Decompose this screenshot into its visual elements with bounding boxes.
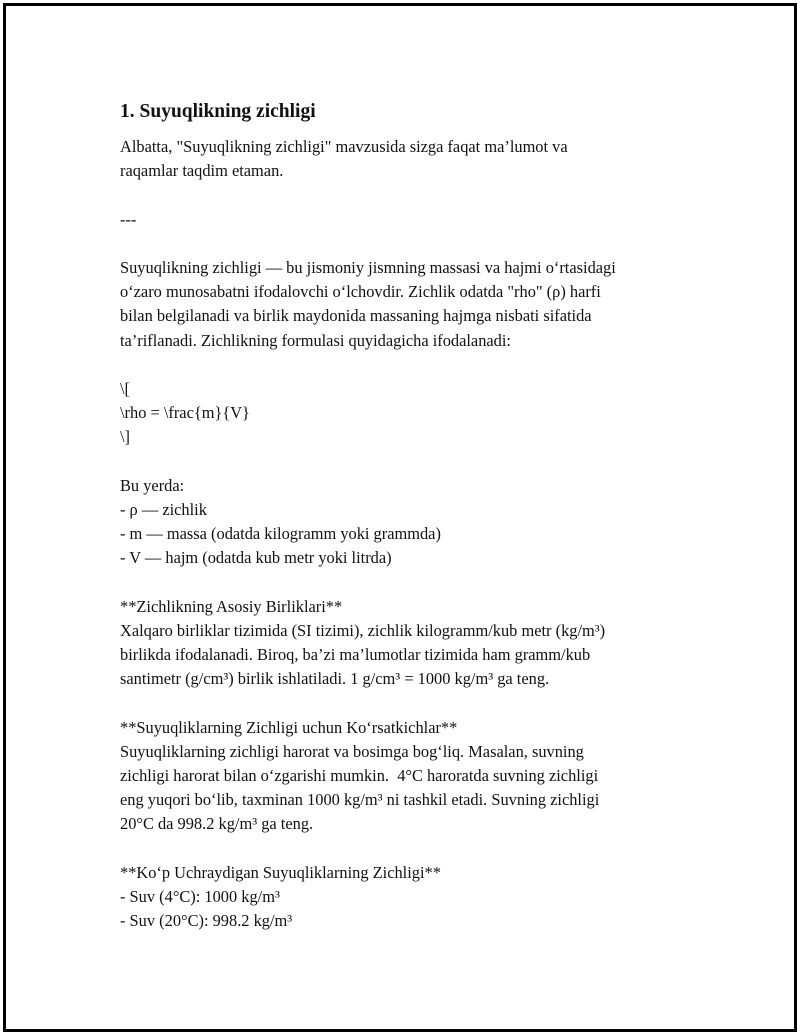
separator: --- xyxy=(120,209,137,229)
blank-line xyxy=(120,570,700,594)
intro-line: Albatta, "Suyuqlikning zichligi" mavzusida sizga faqat ma’lumot va xyxy=(120,137,568,156)
units-line: birlikda ifodalanadi. Biroq, ba’zi ma’lumotlar tizimida ham gramm/kub xyxy=(120,644,591,664)
variable-item: - m — massa (odatda kilogramm yoki grammda) xyxy=(120,524,441,543)
variable-item: - ρ — zichlik xyxy=(120,499,207,519)
units-section xyxy=(120,595,700,692)
definition-line: ta’riflanadi. Zichlikning formulasi quyidagicha ifodalanadi: xyxy=(120,330,511,350)
formula-line: \] xyxy=(120,427,131,447)
units-line: Xalqaro birliklar tizimida (SI tizimi), zichlik kilogramm/kub metr (kg/m³) xyxy=(120,620,606,640)
section-heading: **Ko‘p Uchraydigan Suyuqliklarning Zichligi** xyxy=(120,862,441,882)
common-liquids-section xyxy=(120,861,700,934)
blank-line xyxy=(120,449,700,473)
density-item: - Suv (20°C): 998.2 kg/m³ xyxy=(120,911,293,930)
intro-paragraph xyxy=(120,135,700,183)
indicators-line: Suyuqliklarning zichligi harorat va bosimga bog‘liq. Masalan, suvning xyxy=(120,741,584,761)
indicators-line: 20°C da 998.2 kg/m³ ga teng. xyxy=(120,814,314,834)
section-heading: **Suyuqliklarning Zichligi uchun Ko‘rsatkichlar** xyxy=(120,717,458,737)
page-frame xyxy=(3,3,797,1032)
density-item: - Suv (4°C): 1000 kg/m³ xyxy=(120,886,280,906)
document-title: 1. Suyuqlikning zichligi xyxy=(120,101,316,122)
indicators-line: zichligi harorat bilan o‘zgarishi mumkin. 4°C haroratda suvning zichligi xyxy=(120,765,599,785)
section-heading: **Zichlikning Asosiy Birliklari** xyxy=(120,596,343,616)
variables-list xyxy=(120,474,700,571)
formula-block xyxy=(120,377,700,450)
formula-line: \[ xyxy=(120,378,131,398)
formula-line: \rho = \frac{m}{V} xyxy=(120,403,250,423)
blank-line xyxy=(120,691,700,715)
intro-line: raqamlar taqdim etaman. xyxy=(120,161,284,181)
blank-line xyxy=(120,353,700,377)
variables-heading: Bu yerda: xyxy=(120,475,185,495)
variable-item: - V — hajm (odatda kub metr yoki litrda) xyxy=(120,548,392,568)
indicators-line: eng yuqori bo‘lib, taxminan 1000 kg/m³ ni tashkil etadi. Suvning zichligi xyxy=(120,790,600,810)
blank-line xyxy=(120,836,700,860)
document-body xyxy=(120,98,700,933)
blank-line xyxy=(120,232,700,256)
indicators-section xyxy=(120,716,700,837)
definition-line: Suyuqlikning zichligi — bu jismoniy jismning massasi va hajmi o‘rtasidagi xyxy=(120,257,616,277)
blank-line xyxy=(120,183,700,207)
definition-line: o‘zaro munosabatni ifodalovchi o‘lchovdir. Zichlik odatda "rho" (ρ) harfi xyxy=(120,282,601,302)
units-line: santimetr (g/cm³) birlik ishlatiladi. 1 g/cm³ = 1000 kg/m³ ga teng. xyxy=(120,669,550,689)
definition-paragraph xyxy=(120,256,700,353)
definition-line: bilan belgilanadi va birlik maydonida massaning hajmga nisbati sifatida xyxy=(120,306,592,326)
